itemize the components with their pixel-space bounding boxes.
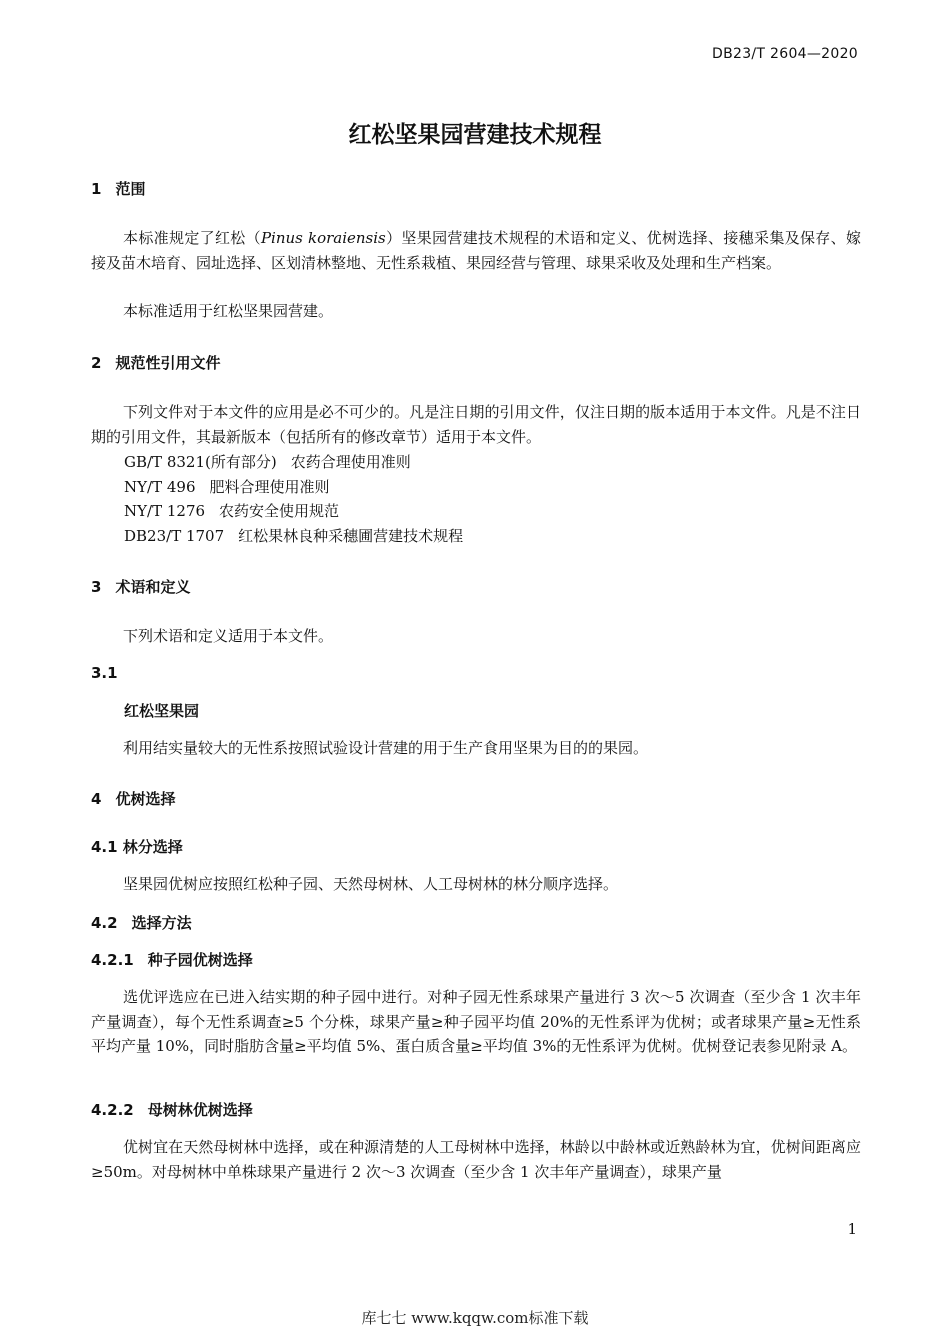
reference-code: NY/T 496: [124, 478, 196, 496]
clause-3-1-number: 3.1: [91, 664, 118, 682]
scope-applicability: 本标准适用于红松坚果园营建。: [123, 302, 334, 320]
section-number: 4.2.2: [91, 1101, 134, 1119]
section-title: 选择方法: [131, 914, 192, 932]
scope-paragraph: [91, 226, 861, 275]
reference-code: DB23/T 1707: [124, 527, 225, 545]
clause-4-1-paragraph: 坚果园优树应按照红松种子园、天然母树林、人工母树林的林分顺序选择。: [123, 875, 619, 893]
latin-name: Pinus koraiensis: [260, 229, 386, 247]
reference-item: [124, 451, 411, 472]
reference-item: [124, 525, 463, 546]
reference-code: NY/T 1276: [124, 502, 206, 520]
clause-4-2-2-paragraph: 优树宜在天然母树林中选择，或在种源清楚的人工母树林中选择，林龄以中龄林或近熟龄林为宜，优树间距离应≥50m。对母树林中单株球果产量进行 2 次～3 次调查（至少含 1 次丰年产量调查），球果产量: [91, 1138, 861, 1181]
reference-name: 农药合理使用准则: [290, 453, 411, 471]
section-number: 4.2: [91, 914, 118, 932]
text-run: 本标准规定了红松（: [123, 229, 261, 247]
terms-intro: 下列术语和定义适用于本文件。: [123, 627, 334, 645]
term-definition: 利用结实量较大的无性系按照试验设计营建的用于生产食用坚果为目的的果园。: [123, 739, 649, 757]
section-title: 种子园优树选择: [147, 951, 253, 969]
reference-item: [124, 476, 330, 497]
section-title: 范围: [115, 180, 146, 198]
section-number: 1: [91, 180, 102, 198]
section-3-heading: [91, 576, 190, 597]
reference-item: [124, 500, 339, 521]
section-number: 2: [91, 354, 102, 372]
clause-4-2-1-heading: [91, 949, 253, 970]
section-title: 术语和定义: [115, 578, 191, 596]
section-number: 4: [91, 790, 102, 808]
section-title: 母树林优树选择: [147, 1101, 253, 1119]
clause-4-2-1-paragraph: 选优评选应在已进入结实期的种子园中进行。对种子园无性系球果产量进行 3 次～5 次调查（至少含 1 次丰年产量调查），每个无性系调查≥5 个分株，球果产量≥种子园平均值 20%的无性系评为优树；或者球果产量≥无性系平均产量 10%，同时脂肪含量≥平均值 5%、蛋白质含量≥平均值 3%的无性系评为优树。优树登记表参见附录 A。: [91, 988, 861, 1055]
term-label: 红松坚果园: [124, 702, 200, 720]
standard-code: DB23/T 2604—2020: [712, 46, 858, 62]
section-number: 3: [91, 578, 102, 596]
reference-name: 红松果林良种采穗圃营建技术规程: [238, 527, 464, 545]
references-intro: 下列文件对于本文件的应用是必不可少的。凡是注日期的引用文件，仅注日期的版本适用于本文件。凡是不注日期的引用文件，其最新版本（包括所有的修改章节）适用于本文件。: [91, 403, 861, 446]
section-number: 4.2.1: [91, 951, 134, 969]
clause-4-2-heading: [91, 912, 192, 933]
reference-code: GB/T 8321(所有部分): [124, 453, 277, 471]
clause-4-2-2-heading: [91, 1099, 253, 1120]
reference-name: 肥料合理使用准则: [209, 478, 330, 496]
footer-watermark: 库七七 www.kqqw.com标准下载: [361, 1309, 589, 1327]
section-2-heading: [91, 352, 220, 373]
text-run: ）坚果园营建技术规程的术语和定义、优树选择、接穗采集及保存、嫁接及苗木培育、园址选择、区划清林整地、无性系栽植、果园经营与管理、球果采收及处理和生产档案。: [91, 229, 861, 272]
section-4-heading: [91, 788, 175, 809]
section-title: 规范性引用文件: [115, 354, 221, 372]
section-title: 优树选择: [115, 790, 176, 808]
section-1-heading: [91, 178, 145, 199]
page-number: 1: [847, 1220, 857, 1238]
page-title: 红松坚果园营建技术规程: [348, 122, 602, 148]
clause-4-1-heading: 4.1 林分选择: [91, 838, 183, 856]
reference-name: 农药安全使用规范: [219, 502, 340, 520]
